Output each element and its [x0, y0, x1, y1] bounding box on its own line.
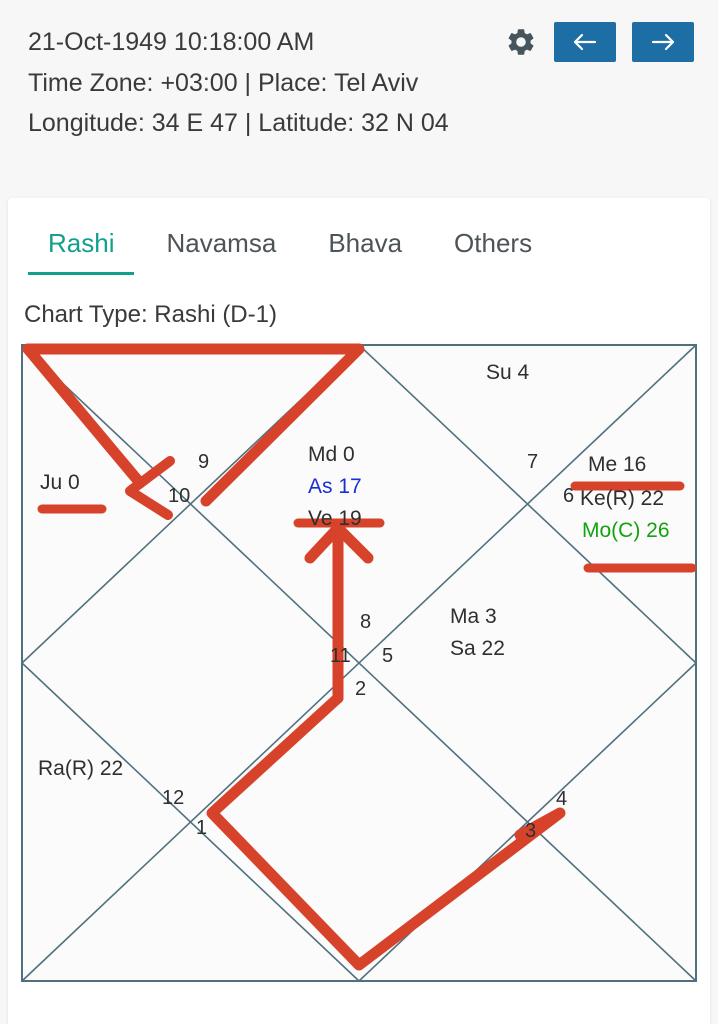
- planet-su: Su 4: [486, 361, 530, 384]
- house-number-1: 1: [196, 817, 208, 839]
- planet-ke: Ke(R) 22: [580, 487, 665, 510]
- timezone-place: Time Zone: +03:00 | Place: Tel Aviv: [28, 68, 419, 97]
- house-number-11: 11: [330, 645, 351, 667]
- house-number-7: 7: [527, 451, 539, 473]
- birth-datetime: 21-Oct-1949 10:18:00 AM: [28, 28, 315, 56]
- planet-mo: Mo(C) 26: [582, 519, 670, 542]
- gear-icon[interactable]: [504, 25, 538, 59]
- planet-ju: Ju 0: [40, 471, 80, 494]
- planet-ra: Ra(R) 22: [38, 757, 124, 780]
- chart-diagram: [20, 343, 698, 983]
- previous-chart-button[interactable]: [554, 22, 616, 62]
- house-number-9: 9: [198, 451, 210, 473]
- planet-me: Me 16: [588, 453, 647, 476]
- planet-ma: Ma 3: [450, 605, 497, 628]
- planet-sa: Sa 22: [450, 637, 505, 660]
- chart-header: [0, 0, 718, 154]
- house-number-3: 3: [525, 820, 537, 842]
- chart-card: [8, 198, 710, 1024]
- header-actions: [504, 22, 694, 62]
- tab-rashi[interactable]: Rashi: [22, 214, 140, 275]
- chart-tabs: [8, 214, 710, 275]
- longitude-latitude: Longitude: 34 E 47 | Latitude: 32 N 04: [28, 109, 449, 137]
- tab-bhava[interactable]: Bhava: [328, 228, 403, 258]
- planet-md: Md 0: [308, 443, 355, 466]
- tab-others[interactable]: Others: [454, 228, 533, 258]
- house-number-5: 5: [382, 645, 394, 667]
- house-number-8: 8: [360, 611, 372, 633]
- chart-type-label: Chart Type: Rashi (D-1): [24, 301, 277, 328]
- next-chart-button[interactable]: [632, 22, 694, 62]
- house-number-10: 10: [168, 485, 191, 507]
- house-number-4: 4: [556, 788, 568, 810]
- house-number-12: 12: [162, 787, 185, 809]
- planet-ve: Ve 19: [308, 507, 362, 530]
- tab-navamsa[interactable]: Navamsa: [166, 228, 277, 258]
- house-number-2: 2: [355, 678, 367, 700]
- house-number-6: 6: [563, 485, 575, 507]
- planet-as: As 17: [308, 475, 362, 498]
- rashi-chart[interactable]: [20, 343, 698, 983]
